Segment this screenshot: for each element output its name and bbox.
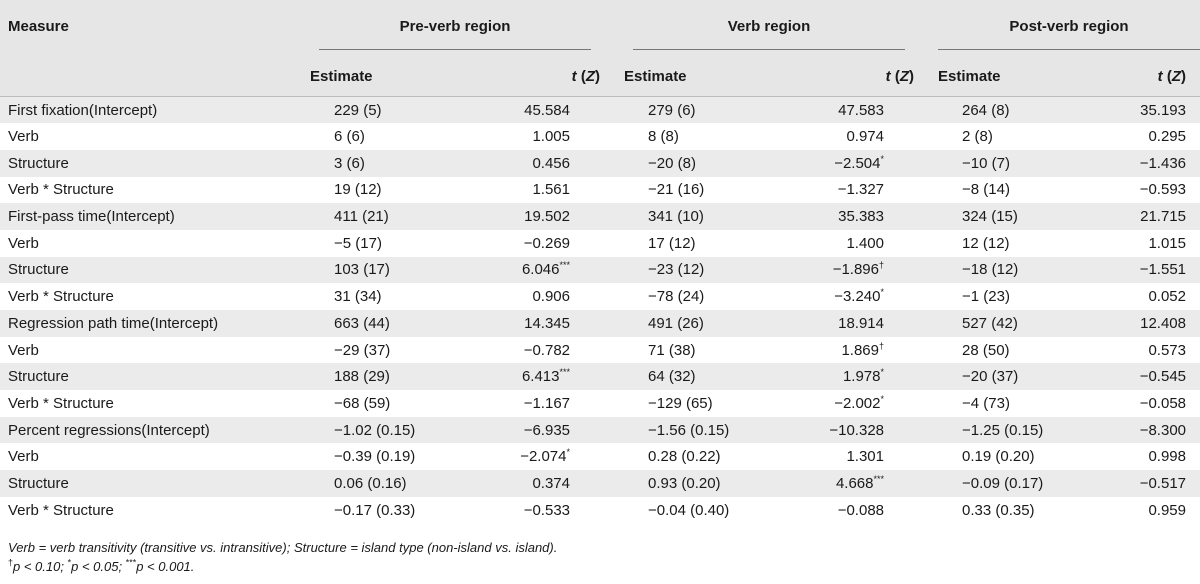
spacer-cell xyxy=(600,0,624,56)
estimate-header: Estimate xyxy=(624,67,687,85)
spacer-cell xyxy=(600,257,624,284)
table-footnotes xyxy=(8,538,557,576)
t-value-cell xyxy=(1098,230,1200,257)
spacer-cell xyxy=(600,337,624,364)
spacer-cell xyxy=(600,123,624,150)
estimate-cell: 12 (12) xyxy=(962,234,1010,252)
measure-cell: Regression path time(Intercept) xyxy=(8,314,219,332)
t-value-cell xyxy=(788,310,914,337)
t-value: −2.002 xyxy=(834,394,881,412)
t-value: 0.906 xyxy=(532,288,570,306)
t-value: 0.456 xyxy=(532,154,570,172)
significance-mark: † xyxy=(878,260,884,271)
estimate-cell: −1.02 (0.15) xyxy=(334,421,416,439)
table-row xyxy=(0,310,1200,337)
t-value-cell xyxy=(474,150,600,177)
table-row xyxy=(0,497,1200,524)
estimate-cell: −0.09 (0.17) xyxy=(962,474,1044,492)
table-row xyxy=(0,283,1200,310)
measure-cell: Verb * Structure xyxy=(8,288,114,306)
table-body xyxy=(0,97,1200,524)
spacer-cell xyxy=(600,97,624,124)
measure-cell: Verb * Structure xyxy=(8,501,114,519)
t-value: 0.374 xyxy=(532,474,570,492)
spacer-cell xyxy=(600,363,624,390)
t-value-cell xyxy=(474,97,600,124)
spacer-cell xyxy=(600,443,624,470)
t-value-cell xyxy=(1098,203,1200,230)
spacer-cell xyxy=(914,123,938,150)
estimate-cell: 19 (12) xyxy=(334,181,382,199)
blank-header-cell xyxy=(0,56,310,96)
table-row xyxy=(0,470,1200,497)
spacer-cell xyxy=(914,363,938,390)
t-value-cell xyxy=(788,123,914,150)
t-value: −3.240 xyxy=(834,288,881,306)
t-value: 35.383 xyxy=(838,208,884,226)
measure-cell: First fixation(Intercept) xyxy=(8,101,158,119)
t-value: 19.502 xyxy=(524,208,570,226)
t-value: 0.959 xyxy=(1148,501,1186,519)
t-value-cell xyxy=(474,390,600,417)
t-value-cell xyxy=(788,337,914,364)
t-value: −6.935 xyxy=(523,421,570,439)
spacer-cell xyxy=(600,56,624,96)
t-value: 1.015 xyxy=(1148,234,1186,252)
t-value-cell xyxy=(1098,390,1200,417)
t-value-cell xyxy=(474,497,600,524)
table-row xyxy=(0,363,1200,390)
table-row xyxy=(0,257,1200,284)
t-value: −0.058 xyxy=(1139,394,1186,412)
t-value-cell xyxy=(788,470,914,497)
estimate-cell: 188 (29) xyxy=(334,368,390,386)
estimate-cell: −1.25 (0.15) xyxy=(962,421,1044,439)
spacer-cell xyxy=(914,443,938,470)
spacer-cell xyxy=(600,310,624,337)
estimate-cell: 3 (6) xyxy=(334,154,365,172)
t-value-cell xyxy=(1098,310,1200,337)
header-row-regions xyxy=(0,0,1200,56)
t-value-cell xyxy=(1098,150,1200,177)
t-value: 0.573 xyxy=(1148,341,1186,359)
t-value: 0.998 xyxy=(1148,448,1186,466)
table-row xyxy=(0,390,1200,417)
t-value-cell xyxy=(474,337,600,364)
measure-cell: Verb * Structure xyxy=(8,394,114,412)
table-row xyxy=(0,203,1200,230)
t-value: 4.668 xyxy=(835,474,874,492)
spacer-cell xyxy=(600,203,624,230)
estimate-cell: 663 (44) xyxy=(334,314,390,332)
estimate-cell: −129 (65) xyxy=(648,394,713,412)
t-value: −0.517 xyxy=(1139,474,1186,492)
spacer-cell xyxy=(600,390,624,417)
table-row xyxy=(0,230,1200,257)
t-value-cell xyxy=(474,443,600,470)
t-value-cell xyxy=(788,177,914,204)
t-value-cell xyxy=(788,257,914,284)
t-value-cell xyxy=(1098,417,1200,444)
t-value-cell xyxy=(474,283,600,310)
measure-cell: First-pass time(Intercept) xyxy=(8,208,175,226)
spacer-cell xyxy=(600,417,624,444)
t-value: 6.046 xyxy=(521,261,560,279)
estimate-cell: 64 (32) xyxy=(648,368,696,386)
t-value: −1.436 xyxy=(1139,154,1186,172)
measure-header: Measure xyxy=(8,18,69,35)
t-value: −0.782 xyxy=(523,341,570,359)
estimate-cell: −20 (37) xyxy=(962,368,1019,386)
t-value: 35.193 xyxy=(1140,101,1186,119)
significance-mark: *** xyxy=(559,260,570,271)
estimate-cell: −0.04 (0.40) xyxy=(648,501,730,519)
estimate-header: Estimate xyxy=(310,67,373,85)
t-value: −0.593 xyxy=(1139,181,1186,199)
t-value-cell xyxy=(788,497,914,524)
t-value-cell xyxy=(1098,283,1200,310)
region-label-pre-verb: Pre-verb region xyxy=(319,18,591,50)
table-row xyxy=(0,337,1200,364)
estimate-cell: −8 (14) xyxy=(962,181,1010,199)
region-header-post-verb xyxy=(938,0,1200,56)
footnote-definitions: Verb = verb transitivity (transitive vs. intransitive); Structure = island type (non-island vs. island). xyxy=(8,540,558,555)
estimate-cell: 2 (8) xyxy=(962,128,993,146)
t-value-cell xyxy=(474,363,600,390)
t-value: 18.914 xyxy=(838,314,884,332)
spacer-cell xyxy=(914,283,938,310)
estimate-cell: −1.56 (0.15) xyxy=(648,421,730,439)
t-value-cell xyxy=(788,443,914,470)
t-value: 0.974 xyxy=(846,128,884,146)
z-label: Z xyxy=(899,67,909,85)
t-value: 0.052 xyxy=(1148,288,1186,306)
spacer-cell xyxy=(914,417,938,444)
estimate-cell: −23 (12) xyxy=(648,261,705,279)
estimate-cell: −21 (16) xyxy=(648,181,705,199)
t-value-cell xyxy=(474,230,600,257)
t-value: 12.408 xyxy=(1140,314,1186,332)
spacer-cell xyxy=(914,177,938,204)
estimate-cell: 0.06 (0.16) xyxy=(334,474,407,492)
estimate-cell: 491 (26) xyxy=(648,314,704,332)
estimate-cell: −1 (23) xyxy=(962,288,1010,306)
spacer-cell xyxy=(914,257,938,284)
t-value-cell xyxy=(788,283,914,310)
star-symbol: * xyxy=(67,557,72,568)
region-header-verb xyxy=(624,0,914,56)
t-z-header: t (Z) xyxy=(885,67,914,85)
measure-cell: Structure xyxy=(8,154,69,172)
estimate-cell: 264 (8) xyxy=(962,101,1010,119)
spacer-cell xyxy=(914,470,938,497)
spacer-cell xyxy=(914,310,938,337)
estimate-cell: −4 (73) xyxy=(962,394,1010,412)
footnote-p1: p < 0.10; xyxy=(13,559,68,574)
spacer-cell xyxy=(914,150,938,177)
triple-star-symbol: *** xyxy=(125,557,137,568)
t-z-header: t (Z) xyxy=(571,67,600,85)
measure-cell: Verb * Structure xyxy=(8,181,114,199)
estimate-cell: 28 (50) xyxy=(962,341,1010,359)
t-z-header: t (Z) xyxy=(1157,67,1186,85)
estimate-cell: −29 (37) xyxy=(334,341,391,359)
spacer-cell xyxy=(600,150,624,177)
dagger-symbol: † xyxy=(8,557,14,568)
t-value: 1.400 xyxy=(846,234,884,252)
estimate-cell: 8 (8) xyxy=(648,128,679,146)
table-row xyxy=(0,123,1200,150)
t-value-cell xyxy=(1098,363,1200,390)
t-value: −1.896 xyxy=(832,261,879,279)
t-value: 1.561 xyxy=(532,181,570,199)
t-value: 0.295 xyxy=(1148,128,1186,146)
t-value: −0.533 xyxy=(523,501,570,519)
spacer-cell xyxy=(600,230,624,257)
t-value-cell xyxy=(788,230,914,257)
estimate-cell: 324 (15) xyxy=(962,208,1018,226)
measure-cell: Verb xyxy=(8,341,39,359)
t-label: t xyxy=(885,67,891,85)
significance-mark: * xyxy=(880,367,884,378)
t-value: 45.584 xyxy=(524,101,570,119)
t-value-cell xyxy=(1098,443,1200,470)
footnote-p2: p < 0.05; xyxy=(71,559,126,574)
measure-cell: Structure xyxy=(8,474,69,492)
estimate-cell: 71 (38) xyxy=(648,341,696,359)
spacer-cell xyxy=(914,0,938,56)
spacer-cell xyxy=(600,497,624,524)
t-value: 1.869 xyxy=(841,341,879,359)
footnote-significance xyxy=(8,557,557,576)
spacer-cell xyxy=(914,56,938,96)
spacer-cell xyxy=(914,230,938,257)
estimate-cell: 0.19 (0.20) xyxy=(962,448,1035,466)
significance-mark: * xyxy=(880,153,884,164)
t-value-cell xyxy=(1098,97,1200,124)
estimate-cell: −18 (12) xyxy=(962,261,1019,279)
t-value-cell xyxy=(788,150,914,177)
t-value: −0.088 xyxy=(837,501,884,519)
t-value: −2.504 xyxy=(834,154,881,172)
t-value: −2.074 xyxy=(520,448,567,466)
t-value-cell xyxy=(474,123,600,150)
t-label: t xyxy=(571,67,577,85)
spacer-cell xyxy=(914,390,938,417)
footnote-p3: p < 0.001. xyxy=(136,559,195,574)
estimate-cell: −0.17 (0.33) xyxy=(334,501,416,519)
estimate-header: Estimate xyxy=(938,67,1001,85)
header-row-columns xyxy=(0,56,1200,96)
estimate-cell: −10 (7) xyxy=(962,154,1010,172)
t-value: 21.715 xyxy=(1140,208,1186,226)
t-value: −0.545 xyxy=(1139,368,1186,386)
t-value-cell xyxy=(474,257,600,284)
estimate-cell: 279 (6) xyxy=(648,101,696,119)
estimate-cell: 527 (42) xyxy=(962,314,1018,332)
estimate-cell: 6 (6) xyxy=(334,128,365,146)
significance-mark: *** xyxy=(873,473,884,484)
table-row xyxy=(0,443,1200,470)
measure-cell: Verb xyxy=(8,234,39,252)
measure-cell: Verb xyxy=(8,128,39,146)
estimate-cell: −0.39 (0.19) xyxy=(334,448,416,466)
spacer-cell xyxy=(600,283,624,310)
t-value-cell xyxy=(474,417,600,444)
t-value: −1.551 xyxy=(1139,261,1186,279)
t-value: 1.005 xyxy=(532,128,570,146)
measure-cell: Percent regressions(Intercept) xyxy=(8,421,210,439)
region-label-post-verb: Post-verb region xyxy=(938,18,1200,50)
t-value: 14.345 xyxy=(524,314,570,332)
t-value-cell xyxy=(788,390,914,417)
t-value-cell xyxy=(1098,123,1200,150)
estimate-cell: 341 (10) xyxy=(648,208,704,226)
estimate-cell: 0.93 (0.20) xyxy=(648,474,721,492)
t-value: 1.301 xyxy=(846,448,884,466)
table-row xyxy=(0,150,1200,177)
z-label: Z xyxy=(585,67,595,85)
t-value: 47.583 xyxy=(838,101,884,119)
estimate-cell: 0.28 (0.22) xyxy=(648,448,721,466)
significance-mark: * xyxy=(880,287,884,298)
estimate-cell: 229 (5) xyxy=(334,101,382,119)
t-value-cell xyxy=(1098,177,1200,204)
t-value-cell xyxy=(1098,497,1200,524)
t-value-cell xyxy=(788,97,914,124)
t-label: t xyxy=(1157,67,1163,85)
t-value: −1.327 xyxy=(837,181,884,199)
z-label: Z xyxy=(1171,67,1181,85)
t-value: −10.328 xyxy=(829,421,884,439)
estimate-cell: −20 (8) xyxy=(648,154,696,172)
estimate-cell: 0.33 (0.35) xyxy=(962,501,1035,519)
table-row xyxy=(0,97,1200,124)
spacer-cell xyxy=(600,177,624,204)
estimate-cell: 17 (12) xyxy=(648,234,696,252)
table-row xyxy=(0,177,1200,204)
t-value: −1.167 xyxy=(523,394,570,412)
estimate-cell: 31 (34) xyxy=(334,288,382,306)
t-value-cell xyxy=(474,177,600,204)
measure-cell: Verb xyxy=(8,448,39,466)
spacer-cell xyxy=(600,470,624,497)
table-row xyxy=(0,417,1200,444)
spacer-cell xyxy=(914,497,938,524)
t-value-cell xyxy=(1098,337,1200,364)
t-value-cell xyxy=(474,203,600,230)
spacer-cell xyxy=(914,97,938,124)
t-value: −0.269 xyxy=(523,234,570,252)
measure-cell: Structure xyxy=(8,261,69,279)
t-value-cell xyxy=(1098,257,1200,284)
significance-mark: † xyxy=(878,340,884,351)
estimate-cell: 411 (21) xyxy=(334,208,389,226)
t-value: −8.300 xyxy=(1139,421,1186,439)
t-value-cell xyxy=(788,203,914,230)
estimate-cell: −5 (17) xyxy=(334,234,382,252)
significance-mark: * xyxy=(880,393,884,404)
t-value-cell xyxy=(474,470,600,497)
region-label-verb: Verb region xyxy=(633,18,905,50)
t-value-cell xyxy=(788,363,914,390)
t-value-cell xyxy=(788,417,914,444)
estimate-cell: 103 (17) xyxy=(334,261,390,279)
t-value: 6.413 xyxy=(521,368,560,386)
estimate-cell: −78 (24) xyxy=(648,288,705,306)
spacer-cell xyxy=(914,337,938,364)
estimate-cell: −68 (59) xyxy=(334,394,391,412)
measure-cell: Structure xyxy=(8,368,69,386)
significance-mark: *** xyxy=(559,367,570,378)
spacer-cell xyxy=(914,203,938,230)
t-value-cell xyxy=(474,310,600,337)
significance-mark: * xyxy=(566,447,570,458)
t-value: 1.978 xyxy=(842,368,881,386)
t-value-cell xyxy=(1098,470,1200,497)
region-header-pre-verb xyxy=(310,0,600,56)
